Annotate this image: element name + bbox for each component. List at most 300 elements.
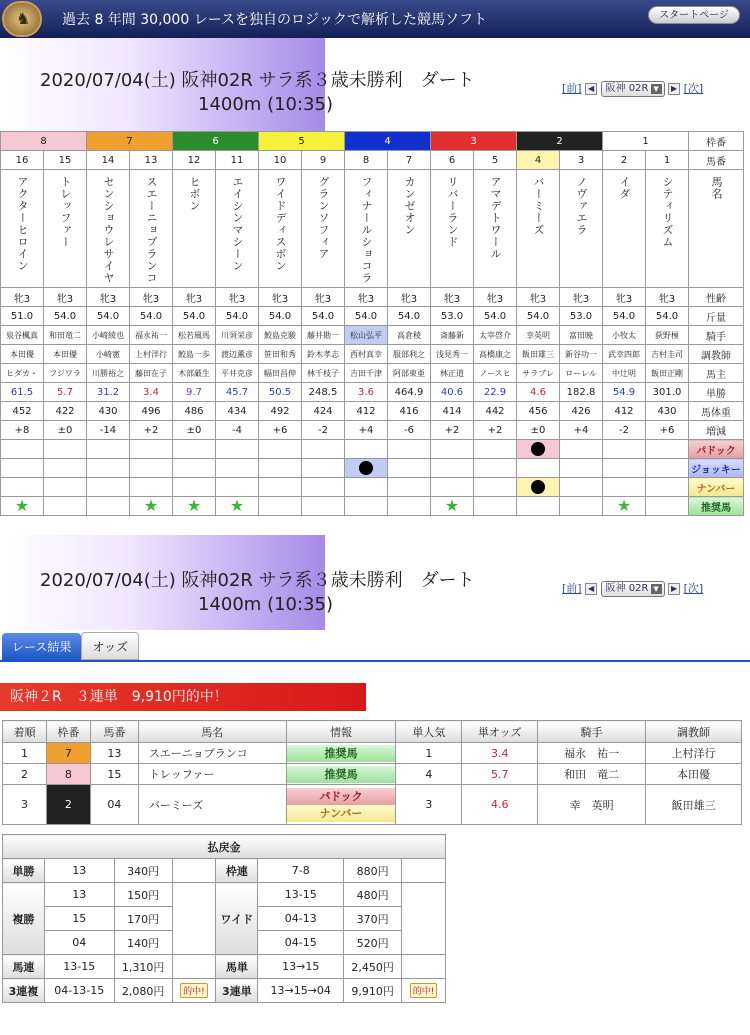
result-number: 04 — [90, 785, 138, 825]
paddock-mark-cell — [646, 440, 689, 459]
horse-name — [87, 170, 130, 288]
recommend-mark-cell — [560, 497, 603, 516]
horse-name — [560, 170, 603, 288]
horse-name — [603, 170, 646, 288]
horse-number: 2 — [603, 151, 646, 170]
result-pos: 1 — [3, 743, 47, 764]
jockey-mark-cell — [517, 459, 560, 478]
frame-cell: 6 — [173, 132, 259, 151]
number-mark-cell — [560, 478, 603, 497]
horse-number: 11 — [216, 151, 259, 170]
race-title: 2020/07/04(土) 阪神02R サラ系３歳未勝利 ダート — [40, 70, 475, 91]
horse-owner: 平井克彦 — [216, 364, 259, 383]
paddock-mark-cell — [560, 440, 603, 459]
number-mark-cell — [173, 478, 216, 497]
frame-cell: 3 — [431, 132, 517, 151]
mark-label: パドック — [689, 440, 744, 459]
trio-label: 3連複 — [3, 979, 45, 1003]
paddock-mark-cell — [44, 440, 87, 459]
horse-owner: 木部厳生 — [173, 364, 216, 383]
prev-link[interactable]: [前] — [562, 82, 582, 95]
horse-odds: 45.7 — [216, 383, 259, 402]
frame-cell: 2 — [517, 132, 603, 151]
row-label: 調教師 — [689, 345, 744, 364]
horse-name-text: グランソフィア — [317, 176, 330, 260]
result-header: 単人気 — [396, 721, 462, 743]
place-amt: 150円 — [114, 883, 172, 907]
horse-number: 3 — [560, 151, 603, 170]
next-arrow-icon[interactable]: ▶ — [668, 583, 680, 595]
horse-body-weight: 422 — [44, 402, 87, 421]
next-arrow-icon[interactable]: ▶ — [668, 83, 680, 95]
number-mark-cell — [44, 478, 87, 497]
horse-jockey: 川須栄彦 — [216, 326, 259, 345]
horse-body-weight: 492 — [259, 402, 302, 421]
horse-body-weight: 456 — [517, 402, 560, 421]
horse-body-weight: 414 — [431, 402, 474, 421]
horse-trainer: 西村真幸 — [345, 345, 388, 364]
horse-sex-age: 牝3 — [1, 288, 44, 307]
number-mark-cell — [87, 478, 130, 497]
recommend-mark-cell — [646, 497, 689, 516]
horse-jockey: 松山弘平 — [345, 326, 388, 345]
bracket-amt: 880円 — [344, 859, 402, 883]
number-mark-cell — [345, 478, 388, 497]
horse-name-text: カンゼオン — [403, 176, 416, 236]
number-mark-cell — [431, 478, 474, 497]
horse-name — [345, 170, 388, 288]
number-mark-cell — [302, 478, 345, 497]
jockey-mark-cell — [560, 459, 603, 478]
tab-result[interactable]: レース結果 — [2, 633, 81, 661]
horse-sex-age: 牝3 — [302, 288, 345, 307]
recommend-mark-cell — [603, 497, 646, 516]
frame-cell: 8 — [1, 132, 87, 151]
result-table — [2, 720, 742, 825]
entry-grid — [0, 131, 744, 516]
jockey-mark-cell — [87, 459, 130, 478]
trio-amt: 2,080円 — [114, 979, 172, 1003]
horse-body-weight: 412 — [603, 402, 646, 421]
horse-jockey: 高倉稜 — [388, 326, 431, 345]
tab-bar — [2, 632, 139, 661]
row-label: 単勝 — [689, 383, 744, 402]
number-mark-cell — [603, 478, 646, 497]
paddock-mark-cell — [302, 440, 345, 459]
hit-badge: 的中! — [180, 983, 208, 998]
empty-cell — [402, 955, 446, 979]
prev-link-2[interactable]: [前] — [562, 582, 582, 595]
horse-weight-carried: 51.0 — [1, 307, 44, 326]
result-trainer: 飯田雄三 — [646, 785, 742, 825]
empty-cell — [172, 883, 216, 955]
horse-weight-carried: 54.0 — [646, 307, 689, 326]
horse-owner: 林千枝子 — [302, 364, 345, 383]
number-mark-cell — [646, 478, 689, 497]
row-label: 馬主 — [689, 364, 744, 383]
bracket-label: 枠連 — [216, 859, 258, 883]
row-label — [689, 170, 744, 288]
star-icon: ★ — [143, 496, 159, 515]
result-row — [3, 764, 742, 785]
horse-trainer: 服部利之 — [388, 345, 431, 364]
paddock-mark-cell — [388, 440, 431, 459]
horse-sex-age: 牝3 — [388, 288, 431, 307]
horse-sex-age: 牝3 — [173, 288, 216, 307]
horse-name — [474, 170, 517, 288]
horse-jockey: 福永祐一 — [130, 326, 173, 345]
jockey-mark-cell — [646, 459, 689, 478]
recommend-mark-cell — [216, 497, 259, 516]
number-mark-cell — [130, 478, 173, 497]
paddock-mark-cell — [431, 440, 474, 459]
row-label: 騎手 — [689, 326, 744, 345]
horse-name — [1, 170, 44, 288]
race-select-value: 阪神 02R — [605, 83, 649, 94]
horse-weight-carried: 54.0 — [388, 307, 431, 326]
row-label: 増減 — [689, 421, 744, 440]
place-label: 複勝 — [3, 883, 45, 955]
horse-name — [388, 170, 431, 288]
horse-owner: フジワラ — [44, 364, 87, 383]
horse-trainer: 高橋康之 — [474, 345, 517, 364]
result-jockey: 福永 祐一 — [538, 743, 646, 764]
win-label: 単勝 — [3, 859, 45, 883]
horse-body-weight: 424 — [302, 402, 345, 421]
result-header: 単オッズ — [462, 721, 538, 743]
mark-label: ナンバー — [689, 478, 744, 497]
trifecta-no: 13→15→04 — [258, 979, 344, 1003]
horse-weight-diff: ±0 — [173, 421, 216, 440]
horse-body-weight: 416 — [388, 402, 431, 421]
result-info — [286, 785, 396, 825]
horse-odds: 50.5 — [259, 383, 302, 402]
recommend-mark-cell — [431, 497, 474, 516]
number-mark-cell — [388, 478, 431, 497]
horse-sex-age: 牝3 — [259, 288, 302, 307]
horse-weight-carried: 54.0 — [130, 307, 173, 326]
empty-cell — [172, 955, 216, 979]
jockey-mark-cell — [173, 459, 216, 478]
horse-number: 7 — [388, 151, 431, 170]
horse-sex-age: 牝3 — [431, 288, 474, 307]
dot-icon — [359, 461, 373, 475]
result-odds: 5.7 — [462, 764, 538, 785]
horse-body-weight: 452 — [1, 402, 44, 421]
horse-trainer: 本田優 — [1, 345, 44, 364]
result-row — [3, 743, 742, 764]
paddock-mark-cell — [1, 440, 44, 459]
logo-icon: ♞ — [2, 1, 42, 37]
recommend-mark-cell — [130, 497, 173, 516]
race-select-2[interactable] — [601, 581, 665, 597]
exacta-amt: 2,450円 — [344, 955, 402, 979]
horse-owner: 藤田在子 — [130, 364, 173, 383]
result-header: 馬番 — [90, 721, 138, 743]
horse-name — [130, 170, 173, 288]
row-label: 馬番 — [689, 151, 744, 170]
horse-name-text: エイシンマシーン — [231, 176, 244, 272]
frame-cell: 4 — [345, 132, 431, 151]
paddock-mark-cell — [259, 440, 302, 459]
horse-weight-diff: +2 — [431, 421, 474, 440]
result-odds: 4.6 — [462, 785, 538, 825]
horse-odds: 40.6 — [431, 383, 474, 402]
jockey-mark-cell — [431, 459, 474, 478]
row-label: 性齢 — [689, 288, 744, 307]
horse-weight-carried: 54.0 — [474, 307, 517, 326]
horse-trainer: 小崎憲 — [87, 345, 130, 364]
horse-weight-diff: +8 — [1, 421, 44, 440]
number-mark-cell — [474, 478, 517, 497]
race-subtitle: 1400m (10:35) — [198, 94, 333, 115]
horse-name-text: スエーニョブランコ — [145, 176, 158, 284]
horse-odds: 464.9 — [388, 383, 431, 402]
horse-owner: 林正道 — [431, 364, 474, 383]
start-page-button[interactable]: スタートページ — [648, 6, 740, 24]
jockey-mark-cell — [259, 459, 302, 478]
race-nav-2 — [562, 580, 703, 597]
horse-weight-diff: -4 — [216, 421, 259, 440]
result-trainer: 上村洋行 — [646, 743, 742, 764]
horse-sex-age: 牝3 — [44, 288, 87, 307]
recommend-mark-cell — [173, 497, 216, 516]
star-icon: ★ — [229, 496, 245, 515]
hit-badge: 的中! — [410, 983, 438, 998]
horse-number: 14 — [87, 151, 130, 170]
trio-no: 04-13-15 — [44, 979, 114, 1003]
recommend-mark-cell — [1, 497, 44, 516]
recommend-mark-cell — [345, 497, 388, 516]
quinella-label: 馬連 — [3, 955, 45, 979]
result-odds: 3.4 — [462, 743, 538, 764]
horse-weight-carried: 54.0 — [345, 307, 388, 326]
horse-trainer: 新谷功一 — [560, 345, 603, 364]
jockey-mark-cell — [474, 459, 517, 478]
result-popularity: 4 — [396, 764, 462, 785]
result-pos: 3 — [3, 785, 47, 825]
horse-owner: ノースヒ — [474, 364, 517, 383]
next-link[interactable]: [次] — [683, 82, 704, 95]
result-info — [286, 764, 396, 785]
horse-weight-diff: ±0 — [517, 421, 560, 440]
paddock-mark-cell — [345, 440, 388, 459]
result-header: 騎手 — [538, 721, 646, 743]
frame-cell: 7 — [87, 132, 173, 151]
next-link-2[interactable]: [次] — [683, 582, 704, 595]
horse-number: 1 — [646, 151, 689, 170]
dot-icon — [531, 480, 545, 494]
horse-jockey: 幸英明 — [517, 326, 560, 345]
horse-name — [646, 170, 689, 288]
trifecta-amt: 9,910円 — [344, 979, 402, 1003]
horse-odds: 3.6 — [345, 383, 388, 402]
horse-number: 10 — [259, 151, 302, 170]
horse-number: 13 — [130, 151, 173, 170]
horse-body-weight: 434 — [216, 402, 259, 421]
horse-weight-diff: ±0 — [44, 421, 87, 440]
horse-body-weight: 442 — [474, 402, 517, 421]
jockey-mark-cell — [216, 459, 259, 478]
wide-label: ワイド — [216, 883, 258, 955]
race-subtitle-2: 1400m (10:35) — [198, 594, 333, 615]
paddock-mark-cell — [87, 440, 130, 459]
result-info — [286, 743, 396, 764]
horse-weight-carried: 54.0 — [87, 307, 130, 326]
horse-odds: 248.5 — [302, 383, 345, 402]
horse-body-weight: 486 — [173, 402, 216, 421]
wide-amt: 370円 — [344, 907, 402, 931]
race-select[interactable] — [601, 81, 665, 97]
horse-name-text: リバーランド — [446, 176, 459, 248]
row-label: 馬体重 — [689, 402, 744, 421]
result-header: 着順 — [3, 721, 47, 743]
result-row — [3, 785, 742, 825]
exacta-no: 13→15 — [258, 955, 344, 979]
horse-trainer: 吉村圭司 — [646, 345, 689, 364]
number-mark-cell — [1, 478, 44, 497]
place-no: 13 — [44, 883, 114, 907]
horse-sex-age: 牝3 — [517, 288, 560, 307]
place-no: 04 — [44, 931, 114, 955]
horse-trainer: 飯田雄三 — [517, 345, 560, 364]
horse-weight-diff: -14 — [87, 421, 130, 440]
star-icon: ★ — [444, 496, 460, 515]
hit-banner: 阪神２R ３連単 9,910円的中！ — [0, 683, 366, 711]
horse-weight-diff: -2 — [302, 421, 345, 440]
result-frame: 2 — [46, 785, 90, 825]
result-pos: 2 — [3, 764, 47, 785]
jockey-mark-cell — [388, 459, 431, 478]
tagline: 過去 8 年間 30,000 レースを独自のロジックで解析した競馬ソフト — [62, 12, 487, 28]
horse-owner: 飯田正剛 — [646, 364, 689, 383]
jockey-mark-cell — [345, 459, 388, 478]
race-title-2: 2020/07/04(土) 阪神02R サラ系３歳未勝利 ダート — [40, 570, 475, 591]
row-label: 斤量 — [689, 307, 744, 326]
tab-underline — [0, 660, 750, 662]
horse-odds: 61.5 — [1, 383, 44, 402]
horse-odds: 4.6 — [517, 383, 560, 402]
horse-sex-age: 牝3 — [130, 288, 173, 307]
wide-no: 13-15 — [258, 883, 344, 907]
horse-weight-diff: +4 — [560, 421, 603, 440]
result-popularity: 1 — [396, 743, 462, 764]
payout-title: 払戻金 — [3, 835, 446, 859]
chevron-down-icon: ▼ — [651, 84, 662, 94]
win-no: 13 — [44, 859, 114, 883]
star-icon: ★ — [14, 496, 30, 515]
horse-name — [431, 170, 474, 288]
horse-trainer: 渡辺薫彦 — [216, 345, 259, 364]
number-mark-cell — [517, 478, 560, 497]
horse-weight-carried: 54.0 — [302, 307, 345, 326]
star-icon: ★ — [186, 496, 202, 515]
horse-body-weight: 426 — [560, 402, 603, 421]
info-pill: 推奨馬 — [287, 745, 396, 762]
horse-jockey: 泉谷楓真 — [1, 326, 44, 345]
horse-number: 15 — [44, 151, 87, 170]
recommend-mark-cell — [259, 497, 302, 516]
horse-jockey: 斎藤新 — [431, 326, 474, 345]
jockey-mark-cell — [130, 459, 173, 478]
horse-jockey: 小牧太 — [603, 326, 646, 345]
empty-cell — [402, 859, 446, 883]
tab-odds[interactable]: オッズ — [81, 632, 139, 660]
horse-jockey: 藤井勘一 — [302, 326, 345, 345]
prev-arrow-icon[interactable]: ◀ — [585, 83, 597, 95]
recommend-mark-cell — [87, 497, 130, 516]
info-pill: パドック — [287, 788, 396, 805]
win-amt: 340円 — [114, 859, 172, 883]
star-icon: ★ — [616, 496, 632, 515]
result-trainer: 本田優 — [646, 764, 742, 785]
horse-sex-age: 牝3 — [345, 288, 388, 307]
empty-cell — [402, 883, 446, 955]
horse-trainer: 上村洋行 — [130, 345, 173, 364]
recommend-mark-cell — [517, 497, 560, 516]
horse-weight-diff: +6 — [259, 421, 302, 440]
horse-body-weight: 430 — [646, 402, 689, 421]
horse-name-text: アマデトワール — [489, 176, 502, 260]
horse-name-text: トレッファー — [59, 176, 72, 248]
place-amt: 170円 — [114, 907, 172, 931]
result-header: 馬名 — [138, 721, 286, 743]
horse-name — [302, 170, 345, 288]
trifecta-label: 3連単 — [216, 979, 258, 1003]
horse-jockey: 小崎綾也 — [87, 326, 130, 345]
horse-odds: 182.8 — [560, 383, 603, 402]
horse-name-text: ワイドディスボン — [274, 176, 287, 272]
horse-weight-carried: 54.0 — [517, 307, 560, 326]
horse-sex-age: 牝3 — [560, 288, 603, 307]
horse-sex-age: 牝3 — [646, 288, 689, 307]
horse-owner: 吉田千津 — [345, 364, 388, 383]
horse-odds: 31.2 — [87, 383, 130, 402]
horse-weight-diff: -2 — [603, 421, 646, 440]
trio-hit — [172, 979, 216, 1003]
jockey-mark-cell — [1, 459, 44, 478]
horse-body-weight: 412 — [345, 402, 388, 421]
horse-name — [259, 170, 302, 288]
horse-owner: 中辻明 — [603, 364, 646, 383]
result-name: トレッファー — [138, 764, 286, 785]
info-pill: ナンバー — [287, 805, 396, 822]
prev-arrow-icon[interactable]: ◀ — [585, 583, 597, 595]
wide-amt: 520円 — [344, 931, 402, 955]
bracket-no: 7-8 — [258, 859, 344, 883]
frame-cell: 1 — [603, 132, 689, 151]
result-name: スエーニョブランコ — [138, 743, 286, 764]
horse-name-text: センショウレサイヤ — [102, 176, 115, 284]
result-header: 情報 — [286, 721, 396, 743]
result-number: 15 — [90, 764, 138, 785]
result-name: バーミーズ — [138, 785, 286, 825]
mark-label: 推奨馬 — [689, 497, 744, 516]
horse-weight-diff: -6 — [388, 421, 431, 440]
horse-odds: 3.4 — [130, 383, 173, 402]
horse-sex-age: 牝3 — [603, 288, 646, 307]
horse-owner: 阿部東亜 — [388, 364, 431, 383]
horse-odds: 22.9 — [474, 383, 517, 402]
horse-jockey: 和田竜二 — [44, 326, 87, 345]
horse-name-text: アクターヒロイン — [16, 176, 29, 272]
horse-number: 9 — [302, 151, 345, 170]
paddock-mark-cell — [474, 440, 517, 459]
horse-trainer: 鮫島一歩 — [173, 345, 216, 364]
horse-jockey: 富田暁 — [560, 326, 603, 345]
horse-owner: 幅田昌伸 — [259, 364, 302, 383]
place-amt: 140円 — [114, 931, 172, 955]
